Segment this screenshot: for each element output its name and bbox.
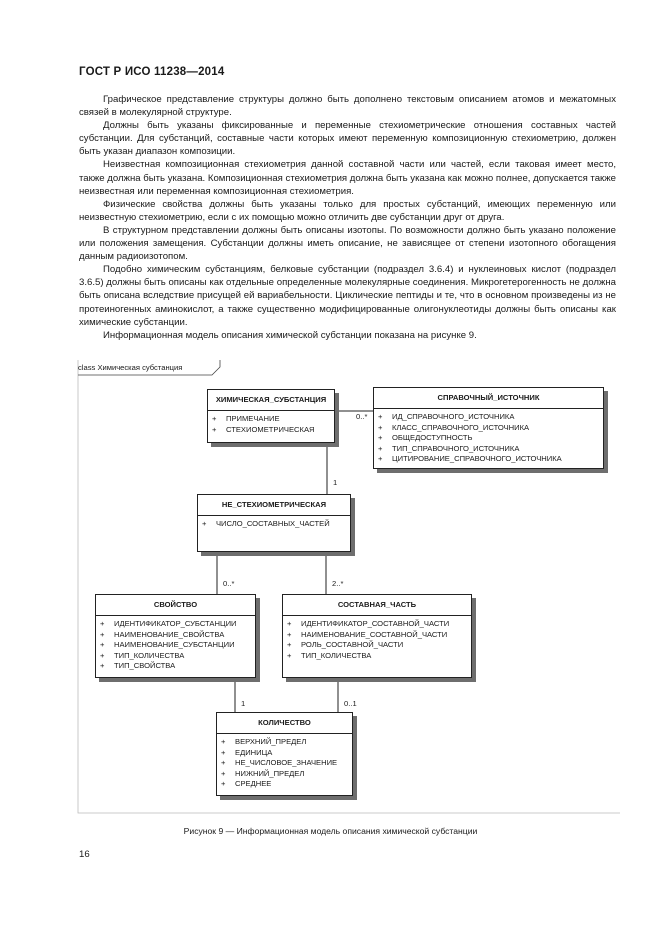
class-attribute: + ТИП_СВОЙСТВА	[100, 661, 176, 671]
document-header: ГОСТ Р ИСО 11238—2014	[79, 66, 225, 78]
paragraph: Графическое представление структуры должно быть дополнено текстовым описанием атомов и межатомных связей в молекулярной структуре.	[79, 94, 616, 119]
class-attribute: + ТИП_СПРАВОЧНОГО_ИСТОЧНИКА	[378, 443, 520, 453]
class-component	[282, 594, 472, 678]
paragraph: Подобно химическим субстанциям, белковые субстанции (подраздел 3.6.4) и нуклеиновых кислот (подраздел 3.6.5) должны быть описаны как отдельные определенные молекулярные соединения. Микрогетерогенность не должна быть описана вследствие присущей ей вариабельности. Циклические пептиды и те, что в основном произведены из не протеиногенных аминокислот, а также существенно модифицированные олигонуклеотиды должны быть описаны как химические субстанции.	[79, 264, 616, 328]
class-attribute: + НАИМЕНОВАНИЕ_СОСТАВНОЙ_ЧАСТИ	[287, 629, 448, 639]
class-name: СОСТАВНАЯ_ЧАСТЬ	[283, 595, 471, 616]
multiplicity-label: 2..*	[332, 579, 344, 588]
class-chemical-substance	[207, 389, 335, 443]
class-attribute: + ЦИТИРОВАНИЕ_СПРАВОЧНОГО_ИСТОЧНИКА	[378, 454, 562, 464]
class-name: НЕ_СТЕХИОМЕТРИЧЕСКАЯ	[198, 495, 350, 516]
figure-caption: Рисунок 9 — Информационная модель описания химической субстанции	[183, 826, 478, 836]
class-attribute: + НАИМЕНОВАНИЕ_СУБСТАНЦИИ	[100, 640, 235, 650]
class-attribute: + СРЕДНЕЕ	[221, 779, 272, 789]
class-attribute: + ПРИМЕЧАНИЕ	[212, 414, 280, 423]
class-attribute: + ЕДИНИЦА	[221, 747, 273, 757]
class-quantity	[216, 712, 353, 796]
multiplicity-label: 1	[241, 699, 246, 708]
paragraph: Информационная модель описания химической субстанции показана на рисунке 9.	[103, 329, 477, 341]
class-reference-source	[373, 387, 604, 469]
class-attribute: + НИЖНИЙ_ПРЕДЕЛ	[221, 768, 305, 778]
class-attribute: + НАИМЕНОВАНИЕ_СВОЙСТВА	[100, 629, 225, 639]
class-name: СВОЙСТВО	[96, 595, 255, 616]
multiplicity-label: 0..1	[344, 699, 357, 708]
multiplicity-label: 0..*	[356, 412, 368, 421]
class-attribute: + КЛАСС_СПРАВОЧНОГО_ИСТОЧНИКА	[378, 422, 530, 432]
diagram-keyword: class	[78, 363, 96, 372]
class-attribute: + ИД_СПРАВОЧНОГО_ИСТОЧНИКА	[378, 412, 515, 421]
class-attribute: + РОЛЬ_СОСТАВНОЙ_ЧАСТИ	[287, 640, 404, 650]
diagram-title: Химическая субстанция	[97, 363, 183, 372]
class-name: КОЛИЧЕСТВО	[217, 713, 352, 734]
class-non-stoichiometric	[197, 494, 351, 552]
class-attribute: + НЕ_ЧИСЛОВОЕ_ЗНАЧЕНИЕ	[221, 758, 338, 768]
paragraph: Неизвестная композиционная стехиометрия данной составной части или частей, если таковая имеет место, также должна быть указана. Композиционная стехиометрия должна быть указана как можно полнее, допускается также неизвестная или переменная композиционная стехиометрия.	[79, 159, 617, 197]
diagram-title-tab	[78, 361, 220, 375]
class-property	[95, 594, 256, 678]
class-attribute: + ОБЩЕДОСТУПНОСТЬ	[378, 433, 473, 443]
class-attribute: + СТЕХИОМЕТРИЧЕСКАЯ	[212, 424, 315, 434]
class-attribute: + ТИП_КОЛИЧЕСТВА	[287, 650, 372, 660]
paragraph: Физические свойства должны быть указаны только для простых субстанций, имеющих переменную или неизвестную стехиометрию, если с их помощью можно отличить две субстанции друг от друга.	[79, 198, 616, 223]
class-attribute: + ВЕРХНИЙ_ПРЕДЕЛ	[221, 737, 307, 746]
paragraph: Должны быть указаны фиксированные и переменные стехиометрические отношения составных частей субстанции. Для субстанций, составные части которых имеют переменную композиционную стехиометрию, должен быть указан диапазон композиции.	[79, 120, 616, 158]
class-name: СПРАВОЧНЫЙ_ИСТОЧНИК	[374, 388, 603, 409]
multiplicity-label: 1	[333, 478, 338, 487]
class-attribute: + ТИП_КОЛИЧЕСТВА	[100, 650, 185, 660]
class-attribute: + ИДЕНТИФИКАТОР_СОСТАВНОЙ_ЧАСТИ	[287, 619, 450, 628]
page-number: 16	[79, 849, 90, 860]
multiplicity-label: 0..*	[223, 579, 235, 588]
class-name: ХИМИЧЕСКАЯ_СУБСТАНЦИЯ	[208, 390, 334, 411]
class-attribute: + ИДЕНТИФИКАТОР_СУБСТАНЦИИ	[100, 619, 237, 628]
paragraph: В структурном представлении должны быть описаны изотопы. По возможности должно быть указано положение или положения замещения. Субстанции должны иметь описание, не зависящее от степени изотопного обогащения данным радиоизотопом.	[79, 224, 616, 263]
class-attribute: + ЧИСЛО_СОСТАВНЫХ_ЧАСТЕЙ	[202, 519, 330, 528]
